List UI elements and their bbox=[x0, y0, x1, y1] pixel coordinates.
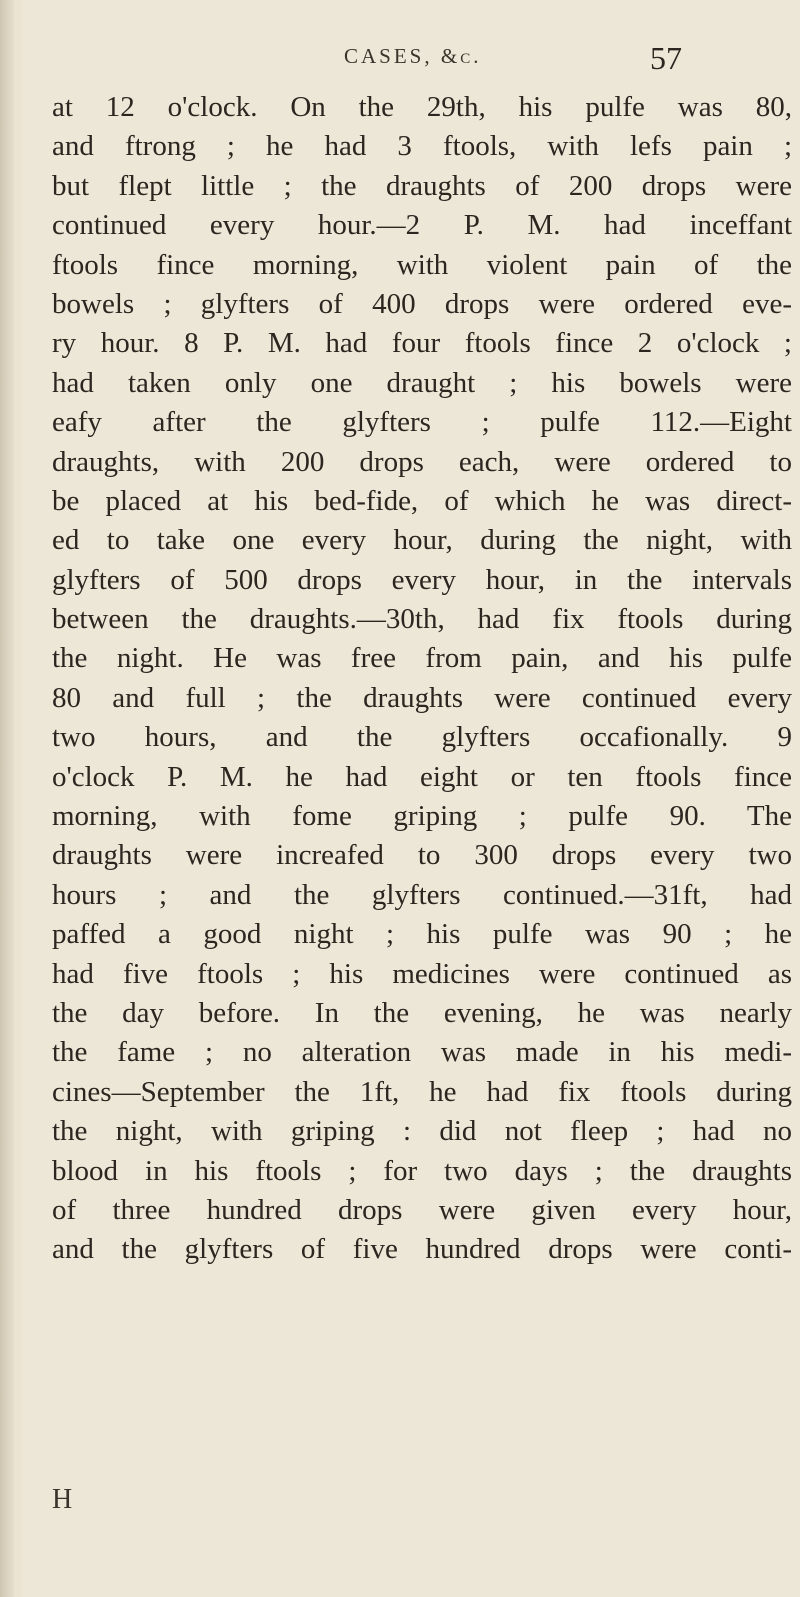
text-line: bowels ; glyfters of 400 drops were ordered eve- bbox=[52, 287, 792, 320]
page-header bbox=[252, 40, 682, 84]
running-head: CASES, &c. bbox=[344, 44, 482, 68]
text-line: two hours, and the glyfters occafionally. 9 bbox=[52, 721, 792, 754]
text-line: draughts were increafed to 300 drops every two bbox=[52, 839, 792, 872]
text-line: of three hundred drops were given every hour, bbox=[52, 1193, 792, 1226]
text-line: morning, with fome griping ; pulfe 90. The bbox=[52, 800, 792, 833]
text-line: the fame ; no alteration was made in his medi- bbox=[52, 1036, 792, 1069]
text-line: ry hour. 8 P. M. had four ftools fince 2 o'clock ; bbox=[52, 327, 792, 360]
text-line: 80 and full ; the draughts were continued every bbox=[52, 681, 792, 714]
signature-mark: H bbox=[52, 1484, 73, 1515]
text-line: be placed at his bed-fide, of which he was direct- bbox=[52, 484, 792, 517]
text-line: at 12 o'clock. On the 29th, his pulfe was 80, bbox=[52, 91, 792, 123]
text-line: ftools fince morning, with violent pain of the bbox=[52, 248, 792, 281]
text-line: draughts, with 200 drops each, were ordered to bbox=[52, 445, 792, 478]
page-binding-edge bbox=[0, 0, 14, 1597]
text-line: had taken only one draught ; his bowels were bbox=[52, 366, 792, 399]
text-line: hours ; and the glyfters continued.—31ft, had bbox=[52, 878, 792, 911]
text-line: the night, with griping : did not fleep ; had no bbox=[52, 1115, 792, 1148]
text-line: o'clock P. M. he had eight or ten ftools fince bbox=[52, 760, 792, 793]
text-line: the day before. In the evening, he was nearly bbox=[52, 996, 792, 1029]
text-line: ed to take one every hour, during the night, with bbox=[52, 524, 792, 557]
text-line: had five ftools ; his medicines were continued as bbox=[52, 957, 792, 990]
text-line: cines—September the 1ft, he had fix ftools during bbox=[52, 1075, 792, 1108]
text-line: between the draughts.—30th, had fix ftools during bbox=[52, 603, 792, 636]
page-number: 57 bbox=[650, 40, 682, 76]
text-line: blood in his ftools ; for two days ; the draughts bbox=[52, 1154, 792, 1187]
text-line: and ftrong ; he had 3 ftools, with lefs pain ; bbox=[52, 130, 792, 163]
text-line: eafy after the glyfters ; pulfe 112.—Eight bbox=[52, 406, 792, 439]
text-line: the night. He was free from pain, and his pulfe bbox=[52, 642, 792, 675]
body-text bbox=[52, 88, 792, 1270]
book-page bbox=[22, 0, 800, 1597]
text-line: and the glyfters of five hundred drops were conti- bbox=[52, 1233, 792, 1266]
text-line: continued every hour.—2 P. M. had inceffant bbox=[52, 209, 792, 242]
text-line: but flept little ; the draughts of 200 drops were bbox=[52, 169, 792, 202]
text-line: paffed a good night ; his pulfe was 90 ; he bbox=[52, 918, 792, 951]
text-line: glyfters of 500 drops every hour, in the intervals bbox=[52, 563, 792, 596]
